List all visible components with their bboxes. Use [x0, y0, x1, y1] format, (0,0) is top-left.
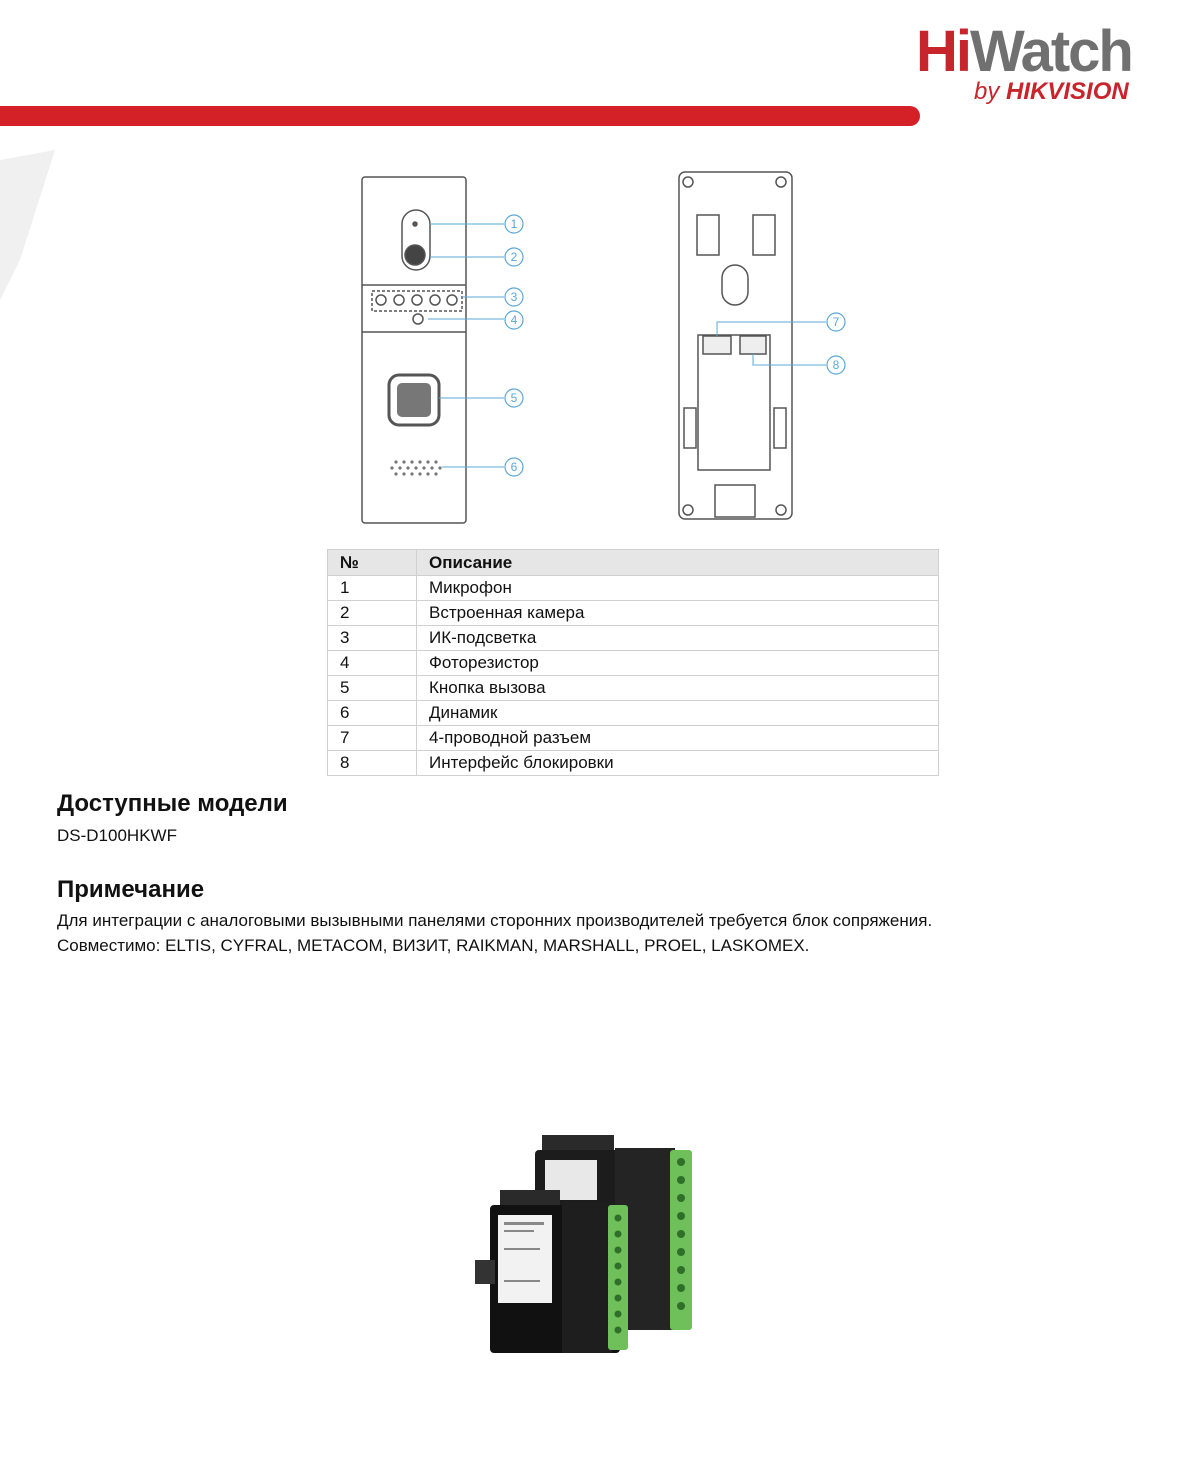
table-row [328, 726, 939, 751]
note-heading: Примечание [57, 876, 205, 903]
interface-module-image [470, 1130, 710, 1360]
row-desc: ИК-подсветка [417, 626, 939, 651]
table-row [328, 751, 939, 776]
row-desc: Микрофон [417, 576, 939, 601]
row-no: 4 [328, 651, 417, 676]
back-panel [679, 172, 792, 519]
callout-label-7: 7 [832, 315, 840, 329]
header-desc: Описание [417, 550, 939, 576]
table-row [328, 676, 939, 701]
row-no: 8 [328, 751, 417, 776]
row-no: 6 [328, 701, 417, 726]
callout-label-2: 2 [510, 250, 518, 264]
note-line-1: Для интеграции с аналоговыми вызывными панелями сторонних производителей требуется блок сопряжения. [57, 911, 933, 930]
callout-label-4: 4 [510, 313, 518, 327]
row-no: 5 [328, 676, 417, 701]
logo-hi: Hi [916, 19, 970, 84]
front-panel [362, 177, 466, 523]
camera-lens [405, 245, 425, 265]
logo-hikvision: HIKVISION [1006, 78, 1129, 105]
callout-label-5: 5 [510, 391, 518, 405]
row-no: 2 [328, 601, 417, 626]
parts-table [327, 549, 939, 776]
logo-by: by [974, 78, 1000, 105]
table-row [328, 651, 939, 676]
row-desc: Кнопка вызова [417, 676, 939, 701]
row-desc: Фоторезистор [417, 651, 939, 676]
connector-4pin [703, 336, 731, 354]
table-row [328, 601, 939, 626]
table-row [328, 576, 939, 601]
row-desc: Динамик [417, 701, 939, 726]
speaker-grille [390, 460, 441, 475]
table-row [328, 701, 939, 726]
photoresistor [413, 314, 423, 324]
note-line-2: Совместимо: ELTIS, CYFRAL, METACOM, ВИЗИТ, RAIKMAN, MARSHALL, PROEL, LASKOMEX. [57, 936, 810, 955]
header-no: № [328, 550, 417, 576]
row-no: 3 [328, 626, 417, 651]
row-desc: 4-проводной разъем [417, 726, 939, 751]
callout-label-8: 8 [832, 358, 840, 372]
logo-watch: Watch [970, 19, 1132, 84]
callout-label-3: 3 [510, 290, 518, 304]
row-desc: Интерфейс блокировки [417, 751, 939, 776]
watermark-shape [0, 150, 55, 300]
callout-label-6: 6 [510, 460, 518, 474]
row-no: 7 [328, 726, 417, 751]
models-value: DS-D100HKWF [57, 826, 177, 845]
row-desc: Встроенная камера [417, 601, 939, 626]
callout-label-1: 1 [510, 217, 518, 231]
callout-badges [505, 215, 845, 476]
connector-lock [740, 336, 766, 354]
row-no: 1 [328, 576, 417, 601]
table-header-row [328, 550, 939, 576]
table-row [328, 626, 939, 651]
models-heading: Доступные модели [57, 790, 288, 817]
mic-dot [413, 222, 417, 226]
